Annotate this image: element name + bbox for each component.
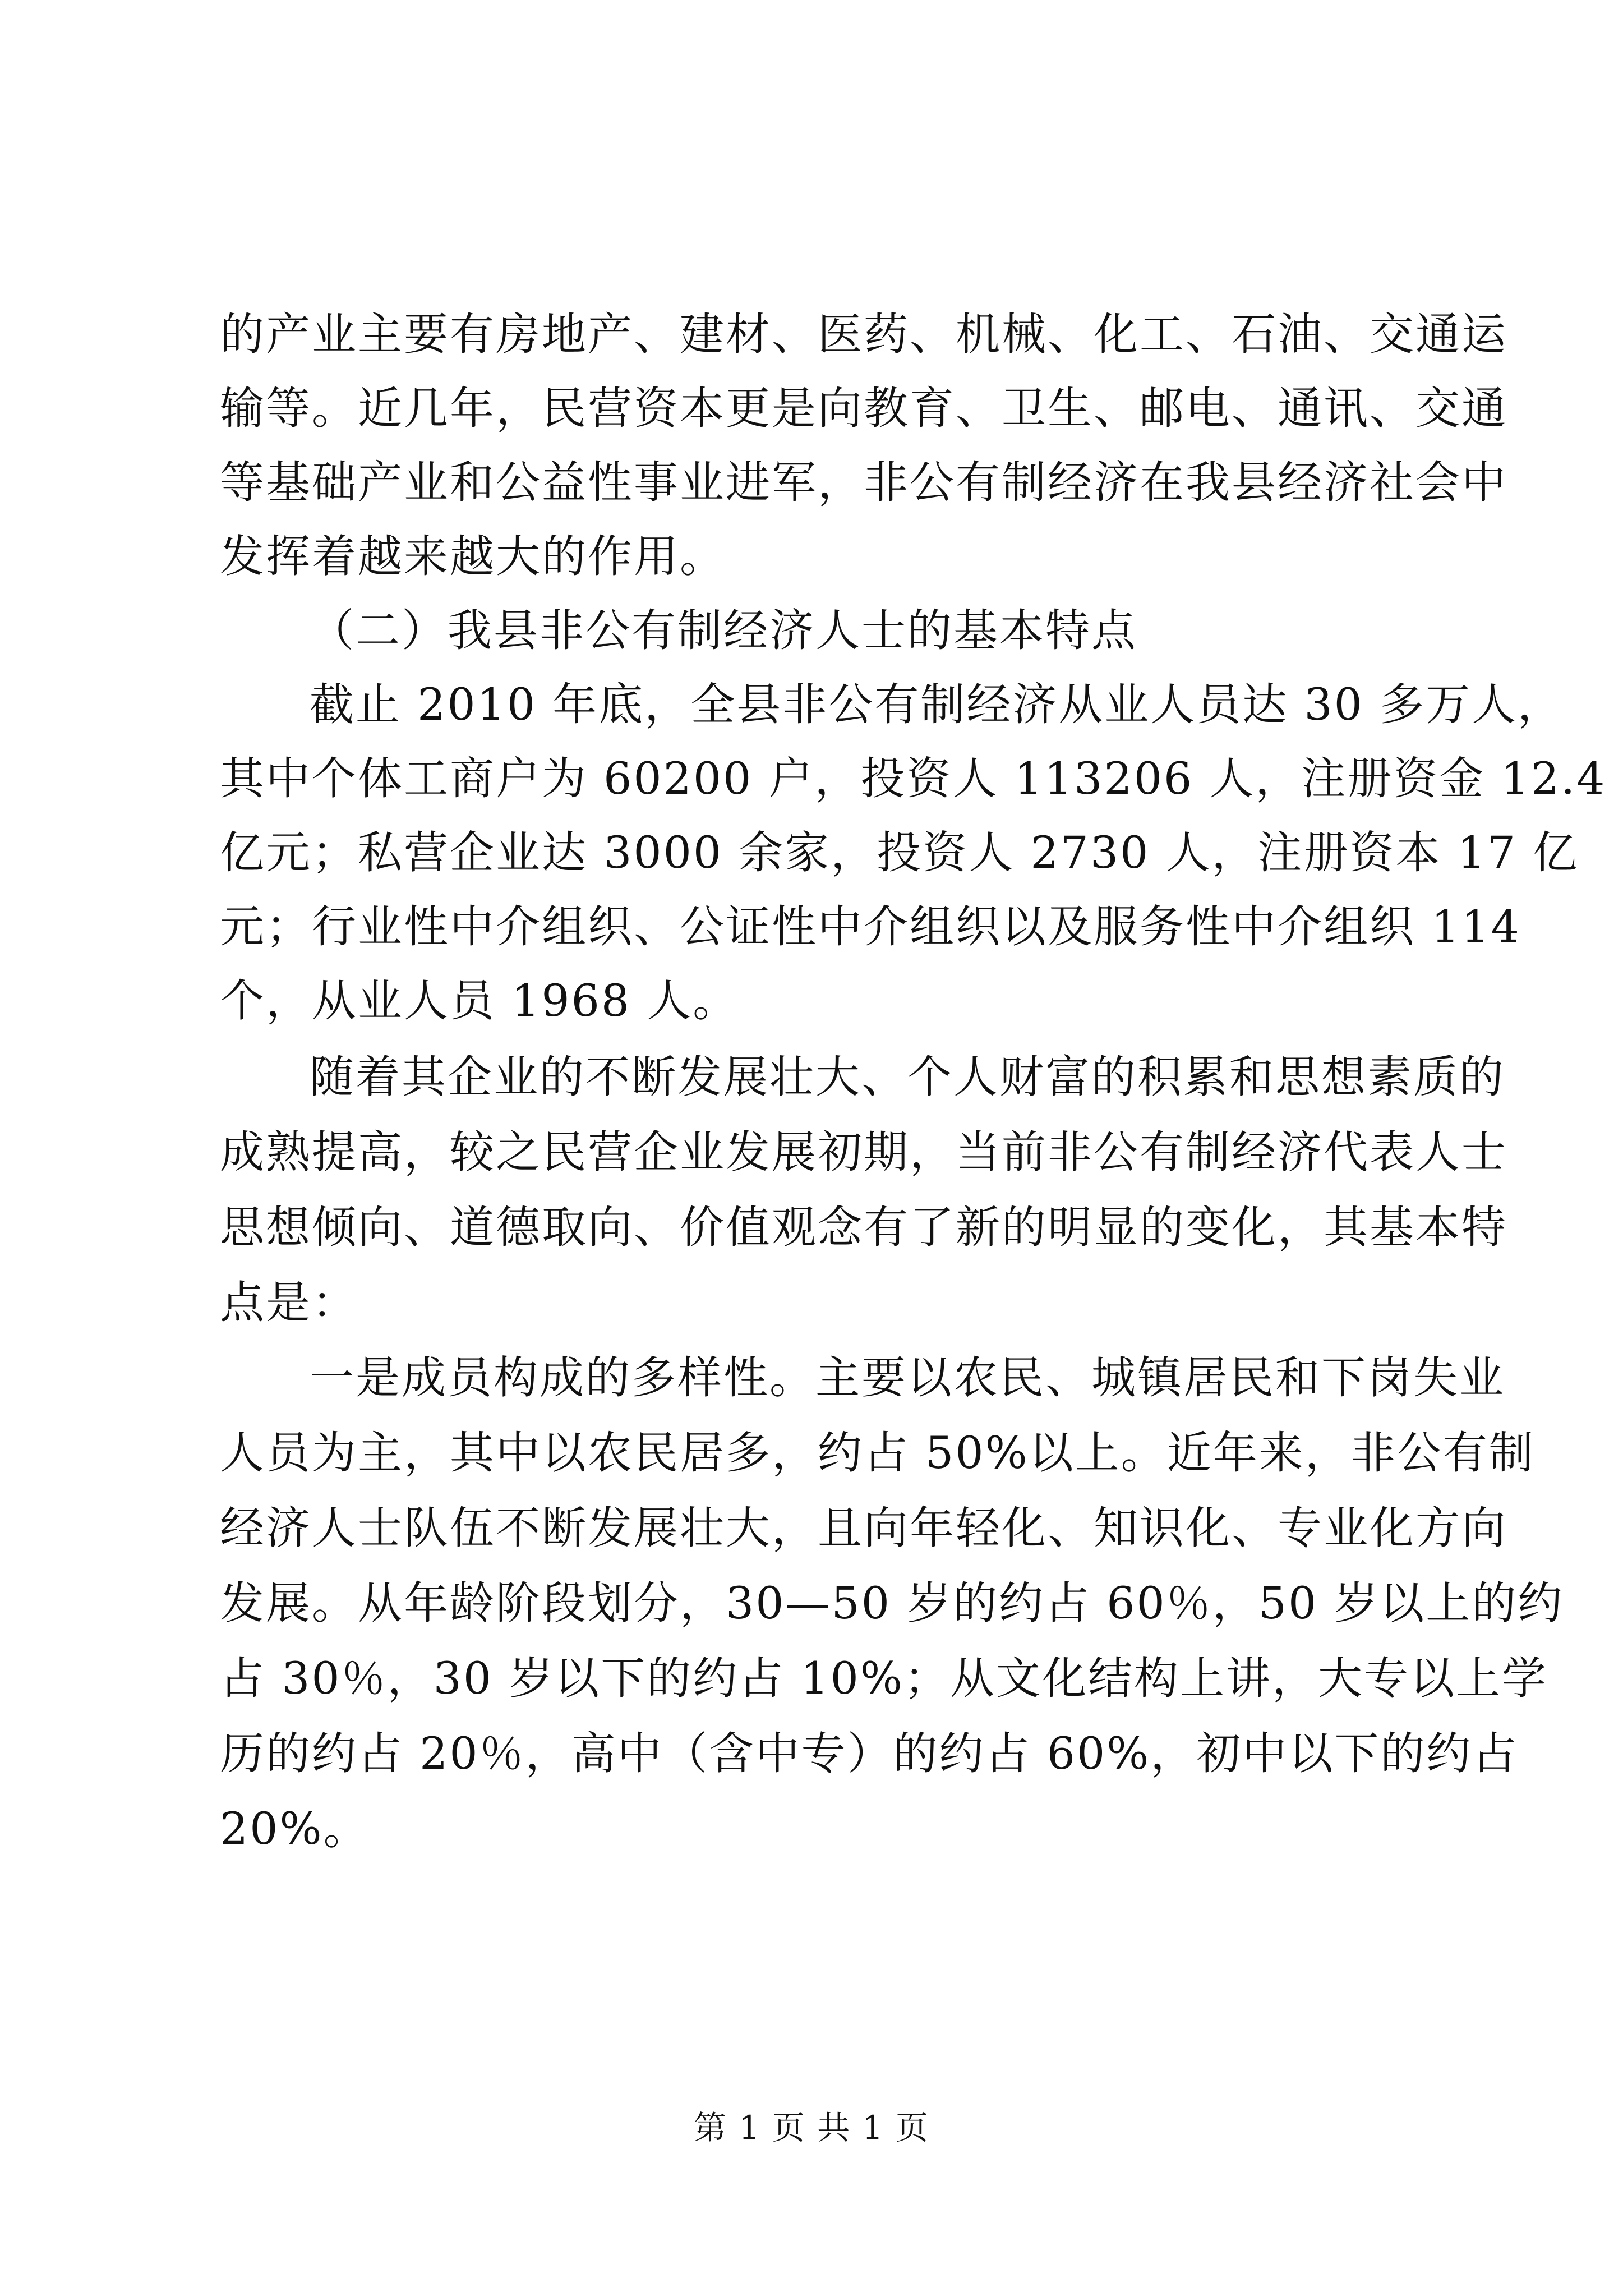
paragraph-2-line-2: 其中个体工商户为 60200 户，投资人 113206 人，注册资金 12.4 xyxy=(220,753,1607,804)
paragraph-4-line-6: 历的约占 20％，高中（含中专）的约占 60%，初中以下的约占 xyxy=(220,1728,1519,1779)
paragraph-2-line-4: 元；行业性中介组织、公证性中介组织以及服务性中介组织 114 xyxy=(220,901,1521,953)
paragraph-4-line-3: 经济人士队伍不断发展壮大，且向年轻化、知识化、专业化方向 xyxy=(220,1502,1507,1554)
paragraph-4-line-4: 发展。从年龄阶段划分，30—50 岁的约占 60％，50 岁以上的约 xyxy=(220,1577,1564,1629)
paragraph-4-line-7: 20%。 xyxy=(220,1803,370,1855)
paragraph-3-line-3: 思想倾向、道德取向、价值观念有了新的明显的变化，其基本特 xyxy=(220,1202,1507,1253)
paragraph-3-line-4: 点是： xyxy=(220,1277,358,1328)
paragraph-1-line-3: 等基础产业和公益性事业进军，非公有制经济在我县经济社会中 xyxy=(220,457,1507,508)
paragraph-1-line-1: 的产业主要有房地产、建材、医药、机械、化工、石油、交通运 xyxy=(220,309,1507,360)
section-heading: （二）我县非公有制经济人士的基本特点 xyxy=(310,605,1137,656)
paragraph-3-line-2: 成熟提高，较之民营企业发展初期，当前非公有制经济代表人士 xyxy=(220,1126,1507,1178)
paragraph-1-line-4: 发挥着越来越大的作用。 xyxy=(220,531,726,582)
paragraph-2-line-3: 亿元；私营企业达 3000 余家，投资人 2730 人，注册资本 17 亿 xyxy=(220,827,1579,878)
paragraph-4-line-1: 一是成员构成的多样性。主要以农民、城镇居民和下岗失业 xyxy=(310,1352,1505,1404)
paragraph-2-line-1: 截止 2010 年底，全县非公有制经济从业人员达 30 多万人， xyxy=(310,679,1564,730)
paragraph-3-line-1: 随着其企业的不断发展壮大、个人财富的积累和思想素质的 xyxy=(310,1051,1505,1103)
paragraph-1-line-2: 输等。近几年，民营资本更是向教育、卫生、邮电、通讯、交通 xyxy=(220,383,1507,434)
paragraph-4-line-5: 占 30％，30 岁以下的约占 10%；从文化结构上讲，大专以上学 xyxy=(220,1653,1548,1704)
paragraph-2-line-5: 个，从业人员 1968 人。 xyxy=(220,975,739,1027)
page-number-footer: 第 1 页 共 1 页 xyxy=(694,2109,929,2147)
paragraph-4-line-2: 人员为主，其中以农民居多，约占 50%以上。近年来，非公有制 xyxy=(220,1427,1535,1479)
